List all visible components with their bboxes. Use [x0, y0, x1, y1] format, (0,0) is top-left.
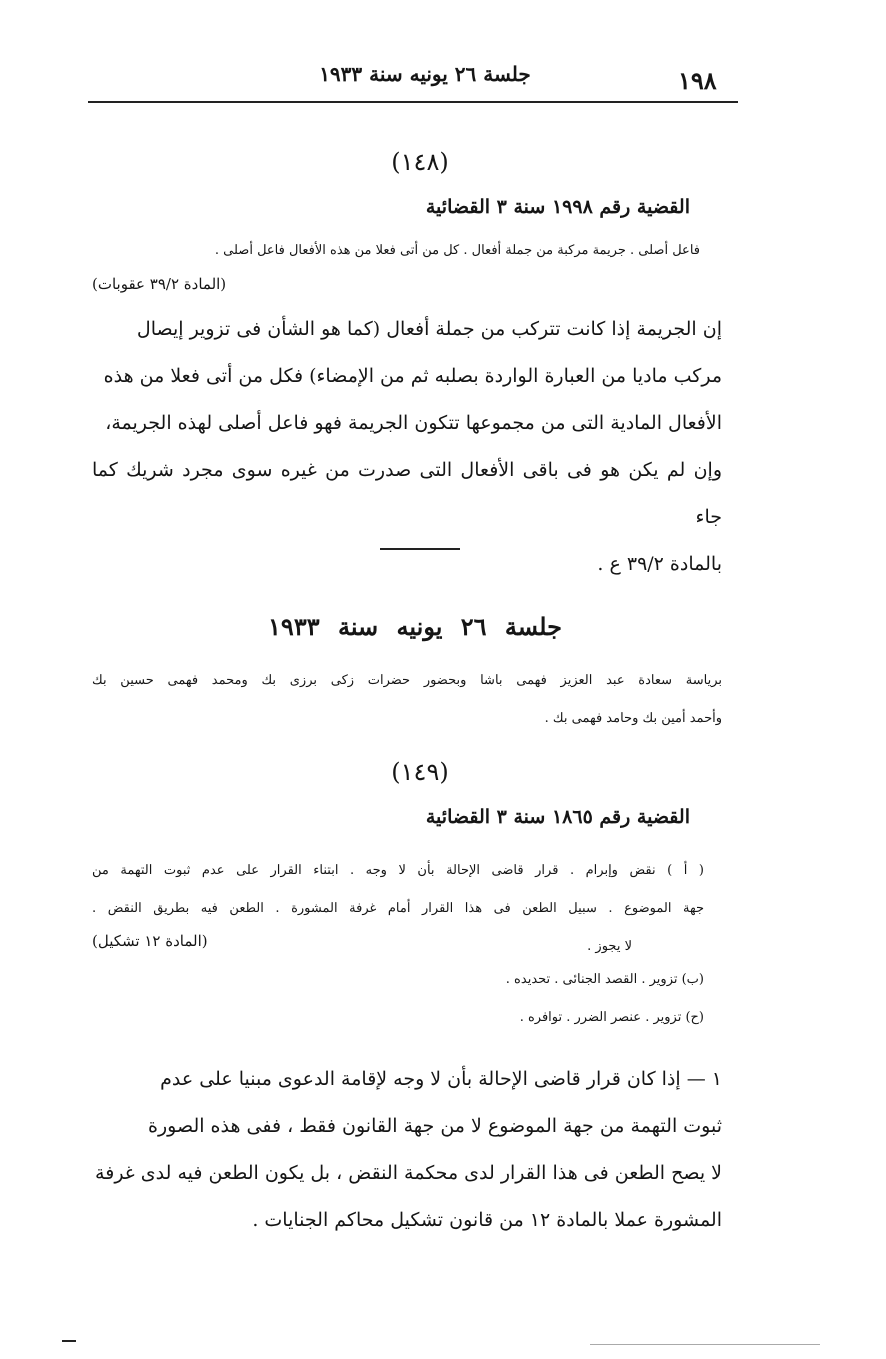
body-line: الأفعال المادية التى من مجموعها تتكون الجريمة فهو فاعل أصلى لهذه الجريمة،	[105, 412, 722, 434]
body-line: بالمادة ٣٩/٢ ع .	[597, 553, 722, 575]
body-line: ثبوت التهمة من جهة الموضوع لا من جهة القانون فقط ، ففى هذه الصورة	[148, 1115, 722, 1137]
footer-rule	[590, 1344, 820, 1345]
headnote-line: لا يجوز .	[587, 939, 632, 954]
header-divider	[88, 101, 738, 103]
headnote-item-b: (ب) تزوير . القصد الجنائى . تحديده .	[505, 972, 704, 987]
body-line: لا يصح الطعن فى هذا القرار لدى محكمة النقض ، بل يكون الطعن فيه لدى غرفة	[95, 1162, 722, 1184]
case-body-148	[92, 306, 722, 588]
case-body-149	[92, 1056, 722, 1244]
body-line: ١ — إذا كان قرار قاضى الإحالة بأن لا وجه لإقامة الدعوى مبنيا على عدم	[160, 1068, 722, 1090]
session-presidency	[92, 662, 722, 738]
body-line: المشورة عملا بالمادة ١٢ من قانون تشكيل محاكم الجنايات .	[252, 1209, 722, 1231]
case-keywords-148: فاعل أصلى . جريمة مركبة من جملة أفعال . كل من أتى فعلا من هذه الأفعال فاعل أصلى .	[214, 243, 700, 258]
case-title-149: القضية رقم ١٨٦٥ سنة ٣ القضائية	[425, 806, 690, 828]
article-reference-148: (المادة ٣٩/٢ عقوبات)	[92, 275, 227, 293]
presidency-line: وأحمد أمين بك وحامد فهمى بك .	[544, 711, 722, 726]
headnote-item-c: (ح) تزوير . عنصر الضرر . توافره .	[519, 1010, 704, 1025]
body-line: مركب ماديا من العبارة الواردة بصلبه ثم من الإمضاء) فكل من أتى فعلا من هذه	[103, 365, 722, 387]
presidency-line: برياسة سعادة عبد العزيز فهمى باشا وبحضور حضرات زكى برزى بك ومحمد فهمى حسين بك	[92, 673, 722, 688]
case-number-149: (١٤٩)	[391, 758, 449, 786]
case-number-148: (١٤٨)	[391, 148, 449, 176]
section-divider	[380, 548, 460, 550]
page-number: ١٩٨	[678, 66, 717, 95]
headnote-line: جهة الموضوع . سبيل الطعن فى هذا القرار أمام غرفة المشورة . الطعن فيه بطريق النقض .	[92, 901, 704, 916]
body-line: وإن لم يكن هو فى باقى الأفعال التى صدرت من غيره سوى مجرد شريك كما جاء	[92, 459, 722, 528]
headnote-line: ( أ ) نقض وإبرام . قرار قاضى الإحالة بأن لا وجه . ابتناء القرار على عدم ثبوت التهمة من	[92, 863, 704, 878]
footer-mark	[62, 1340, 76, 1342]
session-title: جلسة ٢٦ يونيه سنة ١٩٣٣	[268, 612, 562, 641]
case-title-148: القضية رقم ١٩٩٨ سنة ٣ القضائية	[425, 196, 690, 218]
article-reference-149: (المادة ١٢ تشكيل)	[92, 932, 208, 950]
running-header-title: جلسة ٢٦ يونيه سنة ١٩٣٣	[319, 62, 531, 86]
body-line: إن الجريمة إذا كانت تتركب من جملة أفعال (كما هو الشأن فى تزوير إيصال	[136, 318, 722, 340]
